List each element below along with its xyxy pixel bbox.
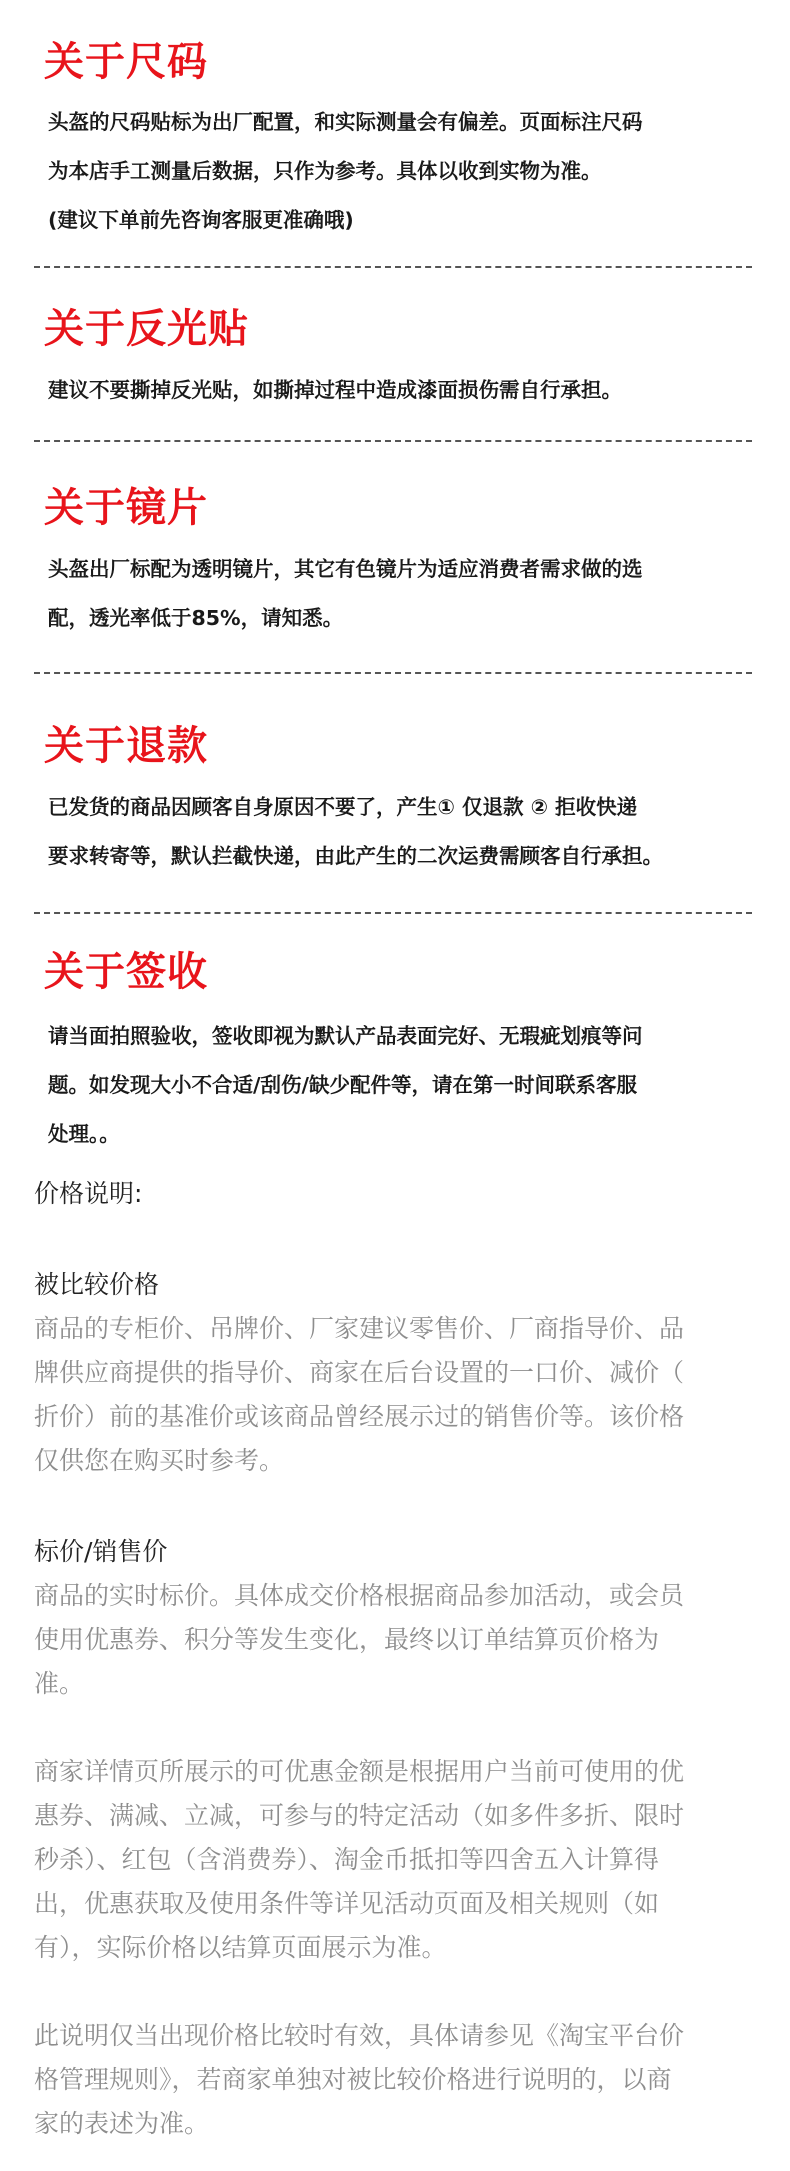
notice-lens-line: 配，透光率低于85%，请知悉。 — [48, 606, 344, 630]
discount-text: 惠券、满减、立减，可参与的特定活动（如多件多折、限时 — [34, 1801, 685, 1830]
dashed-divider — [34, 672, 752, 674]
notice-refund-title: 关于退款 — [44, 723, 208, 769]
notice-reflector-line: 建议不要撕掉反光贴，如撕掉过程中造成漆面损伤需自行承担。 — [48, 378, 622, 402]
discount-text: 商家详情页所展示的可优惠金额是根据用户当前可使用的优 — [34, 1757, 685, 1786]
compared-price-text: 牌供应商提供的指导价、商家在后台设置的一口价、减价（ — [34, 1358, 685, 1387]
dashed-divider — [34, 440, 752, 442]
notice-size-line: 为本店手工测量后数据，只作为参考。具体以收到实物为准。 — [48, 159, 602, 183]
notice-lens-line: 头盔出厂标配为透明镜片，其它有色镜片为适应消费者需求做的选 — [48, 557, 643, 581]
tag-price-text: 使用优惠券、积分等发生变化，最终以订单结算页价格为 — [34, 1625, 660, 1654]
notice-receipt-line: 题。如发现大小不合适/刮伤/缺少配件等，请在第一时间联系客服 — [48, 1073, 637, 1097]
notice-refund-line: 已发货的商品因顾客自身原因不要了，产生① 仅退款 ② 拒收快递 — [48, 795, 638, 819]
price-note-text: 格管理规则》，若商家单独对被比较价格进行说明的，以商 — [34, 2065, 672, 2094]
compared-price-text: 折价）前的基准价或该商品曾经展示过的销售价等。该价格 — [34, 1402, 685, 1431]
discount-text: 有），实际价格以结算页面展示为准。 — [34, 1933, 447, 1962]
notice-refund-line: 要求转寄等，默认拦截快递，由此产生的二次运费需顾客自行承担。 — [48, 844, 663, 868]
compared-price-text: 商品的专柜价、吊牌价、厂家建议零售价、厂商指导价、品 — [34, 1314, 685, 1343]
discount-text: 出，优惠获取及使用条件等详见活动页面及相关规则（如 — [34, 1889, 660, 1918]
price-note-text: 此说明仅当出现价格比较时有效，具体请参见《淘宝平台价 — [34, 2021, 685, 2050]
price-note-text: 家的表述为准。 — [34, 2109, 210, 2138]
tag-price-title: 标价/销售价 — [34, 1537, 168, 1566]
discount-text: 秒杀）、红包（含消费券）、淘金币抵扣等四舍五入计算得 — [34, 1845, 660, 1874]
notice-receipt-line: 处理。。 — [48, 1122, 120, 1146]
notice-reflector-title: 关于反光贴 — [44, 306, 249, 352]
tag-price-text: 准。 — [34, 1669, 85, 1698]
notice-receipt-title: 关于签收 — [44, 949, 208, 995]
notice-size-line: (建议下单前先咨询客服更准确哦) — [48, 208, 354, 232]
notice-receipt-line: 请当面拍照验收，签收即视为默认产品表面完好、无瑕疵划痕等问 — [48, 1024, 643, 1048]
compared-price-title: 被比较价格 — [34, 1270, 160, 1299]
tag-price-text: 商品的实时标价。具体成交价格根据商品参加活动，或会员 — [34, 1581, 685, 1610]
dashed-divider — [34, 266, 752, 268]
price-description-heading: 价格说明: — [34, 1179, 143, 1208]
notice-size-line: 头盔的尺码贴标为出厂配置，和实际测量会有偏差。页面标注尺码 — [48, 110, 643, 134]
dashed-divider — [34, 912, 752, 914]
compared-price-text: 仅供您在购买时参考。 — [34, 1446, 285, 1475]
notice-lens-title: 关于镜片 — [44, 485, 208, 531]
notice-size-title: 关于尺码 — [44, 39, 208, 85]
